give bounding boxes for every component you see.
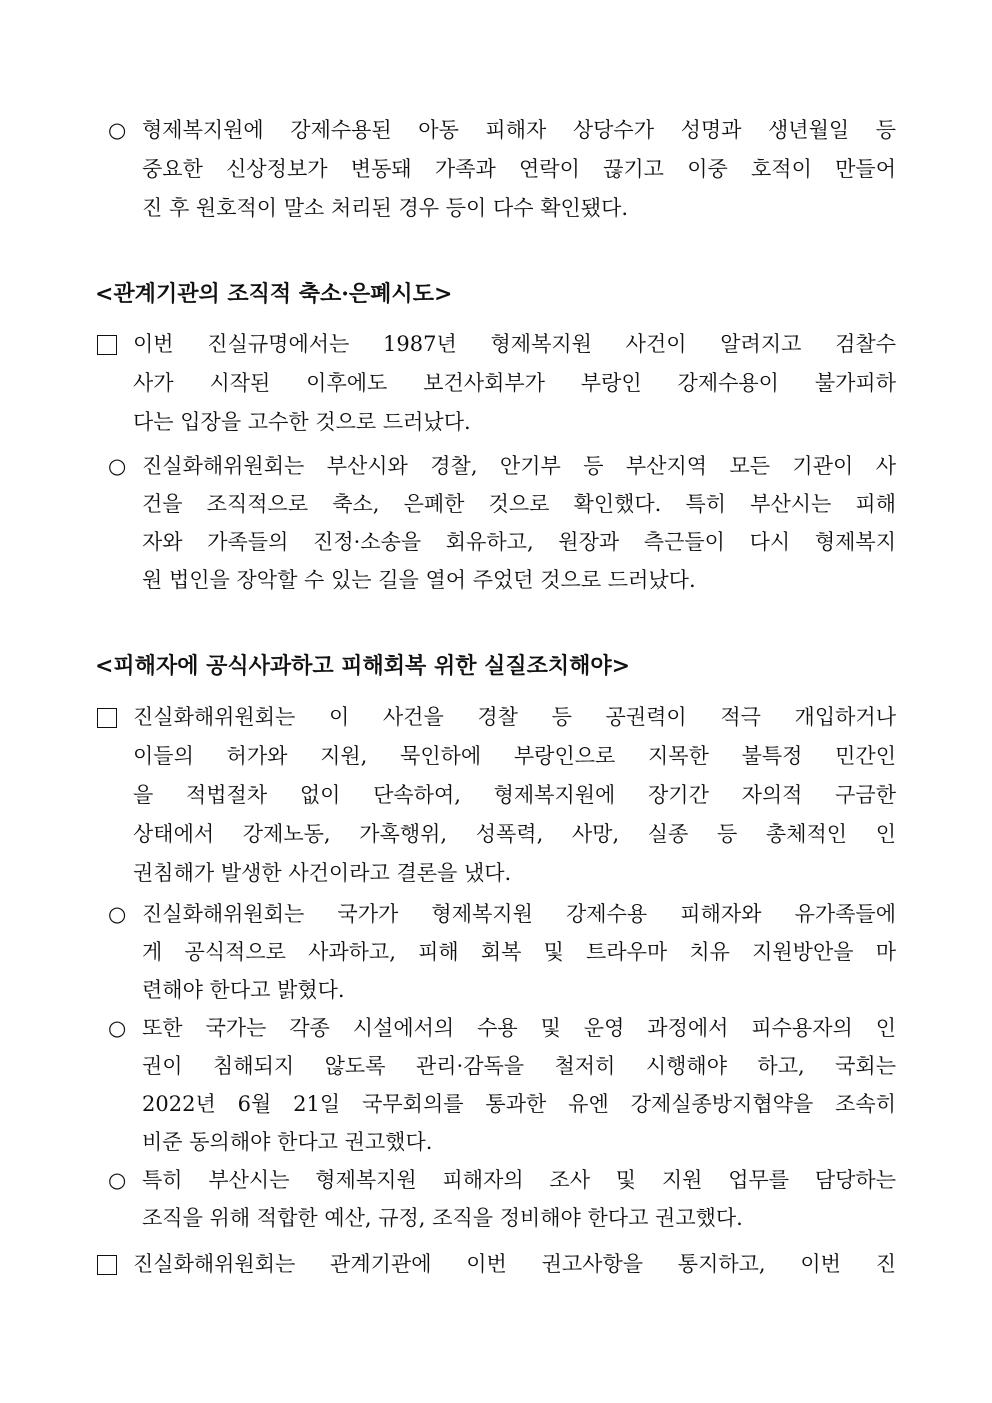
paragraph-line: 이들의 허가와 지원, 묵인하에 부랑인으로 지목한 불특정 민간인 (133, 744, 896, 768)
paragraph-line: 게 공식적으로 사과하고, 피해 회복 및 트라우마 치유 지원방안을 마 (142, 940, 896, 964)
circle-bullet-icon: ○ (108, 1168, 127, 1192)
circle-bullet-icon: ○ (108, 118, 127, 142)
paragraph-line: 특히 부산시는 형제복지원 피해자의 조사 및 지원 업무를 담당하는 (142, 1168, 896, 1192)
paragraph-line: 또한 국가는 각종 시설에서의 수용 및 운영 과정에서 피수용자의 인 (142, 1016, 896, 1040)
paragraph-line: 2022년 6월 21일 국무회의를 통과한 유엔 강제실종방지협약을 조속히 (142, 1092, 896, 1116)
paragraph-line: 조직을 위해 적합한 예산, 규정, 조직을 정비해야 한다고 권고했다. (142, 1206, 743, 1230)
paragraph-line: 원 법인을 장악할 수 있는 길을 열어 주었던 것으로 드러났다. (142, 568, 696, 592)
paragraph-line: 형제복지원에 강제수용된 아동 피해자 상당수가 성명과 생년월일 등 (142, 118, 896, 142)
paragraph-line: 상태에서 강제노동, 가혹행위, 성폭력, 사망, 실종 등 총체적인 인 (133, 822, 896, 846)
circle-bullet-icon: ○ (108, 902, 127, 926)
paragraph-line: 련해야 한다고 밝혔다. (142, 978, 345, 1002)
paragraph-line: 진 후 원호적이 말소 처리된 경우 등이 다수 확인됐다. (142, 196, 629, 220)
square-bullet-icon (97, 708, 117, 728)
square-bullet-icon (97, 335, 117, 355)
paragraph-line: 권침해가 발생한 사건이라고 결론을 냈다. (133, 861, 512, 885)
paragraph-line: 진실화해위원회는 국가가 형제복지원 강제수용 피해자와 유가족들에 (142, 902, 896, 926)
section-heading: <관계기관의 조직적 축소·은폐시도> (95, 281, 453, 307)
circle-bullet-icon: ○ (108, 1016, 127, 1040)
square-bullet-icon (97, 1255, 117, 1275)
paragraph-line: 중요한 신상정보가 변동돼 가족과 연락이 끊기고 이중 호적이 만들어 (142, 157, 896, 181)
paragraph-line: 권이 침해되지 않도록 관리·감독을 철저히 시행해야 하고, 국회는 (142, 1054, 896, 1078)
paragraph-line: 사가 시작된 이후에도 보건사회부가 부랑인 강제수용이 불가피하 (133, 371, 896, 395)
paragraph-line: 진실화해위원회는 부산시와 경찰, 안기부 등 부산지역 모든 기관이 사 (142, 454, 896, 478)
paragraph-line: 다는 입장을 고수한 것으로 드러났다. (133, 410, 471, 434)
paragraph-line: 건을 조직적으로 축소, 은폐한 것으로 확인했다. 특히 부산시는 피해 (142, 492, 896, 516)
paragraph-line: 자와 가족들의 진정·소송을 회유하고, 원장과 측근들이 다시 형제복지 (142, 530, 896, 554)
paragraph-line: 을 적법절차 없이 단속하여, 형제복지원에 장기간 자의적 구금한 (133, 783, 896, 807)
paragraph-line: 이번 진실규명에서는 1987년 형제복지원 사건이 알려지고 검찰수 (133, 332, 896, 356)
paragraph-line: 비준 동의해야 한다고 권고했다. (142, 1130, 433, 1154)
paragraph-line: 진실화해위원회는 이 사건을 경찰 등 공권력이 적극 개입하거나 (133, 705, 896, 729)
section-heading: <피해자에 공식사과하고 피해회복 위한 실질조치해야> (95, 653, 631, 679)
paragraph-line: 진실화해위원회는 관계기관에 이번 권고사항을 통지하고, 이번 진 (133, 1252, 896, 1276)
circle-bullet-icon: ○ (108, 454, 127, 478)
